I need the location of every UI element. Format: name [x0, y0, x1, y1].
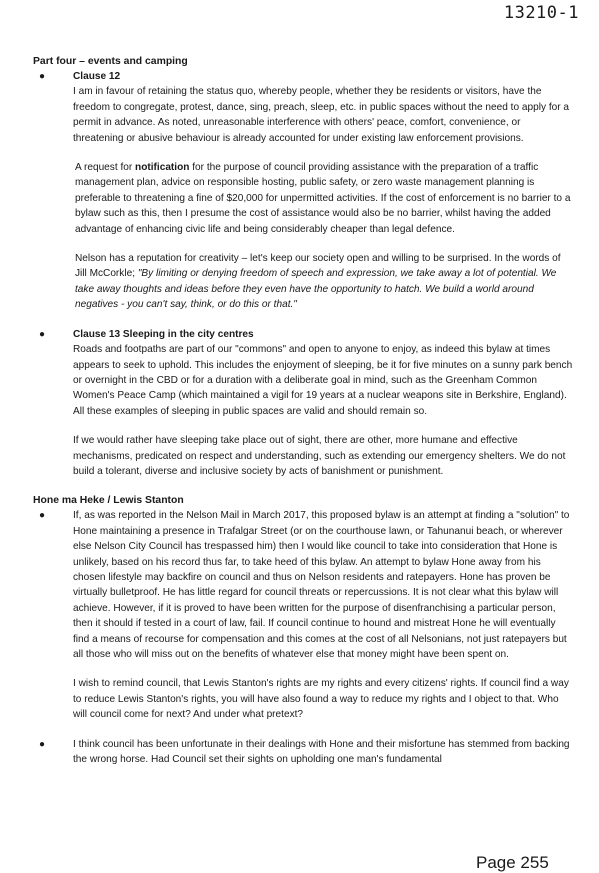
document-number: 13210-1 — [503, 3, 579, 23]
clause-13-paragraph-2: If we would rather have sleeping take place out of sight, there are other, more humane and effective mechanisms, predicated on respect and understanding, such as extending our emergency shelters. We do not build a tolerant, diverse and inclusive society by acts of banishment or punishment. — [73, 435, 566, 477]
clause-12-paragraph-3: Nelson has a reputation for creativity – let's keep our society open and willing to be surprised. In the words of Jill McCorkle; "By limiting or denying freedom of speech and expression, we take away a lot of potential. We take away thoughts and ideas before they even have the opportunity to hatch. We build a world around negatives - you can't say, think, or do this or that." — [75, 253, 561, 311]
clause-13-paragraph-1: Roads and footpaths are part of our "commons" and open to anyone to enjoy, as indeed this bylaw at times appears to seek to uphold. This includes the enjoyment of sleeping, be it for five minutes on a sunny park bench or overnight in the CBD or for a duration with a deliberate goal in mind, such as the Greenham Common Women's Peace Camp (which maintained a vigil for 19 years at a nuclear weapons site in Berkshire, England). All these examples of sleeping in public spaces are valid and should remain so. — [73, 344, 573, 417]
bullet-clause-12 — [33, 69, 573, 146]
clause-12-paragraph-1: I am in favour of retaining the status quo, whereby people, whether they be residents or visitors, have the freedom to congregate, protest, dance, sing, preach, sleep, etc. in public spaces without the need to apply for a permit in advance. As noted, unreasonable interference with others' peace, comfort, convenience, or threatening or abusive behaviour is already accounted for under existing law enforcement provisions. — [73, 86, 570, 144]
page-number: Page 255 — [476, 853, 549, 872]
clause-12-title: Clause 12 — [73, 71, 121, 82]
section-heading-events: Part four – events and camping — [33, 56, 188, 67]
section-heading-hone: Hone ma Heke / Lewis Stanton — [33, 495, 184, 507]
hone-paragraph-1: If, as was reported in the Nelson Mail in March 2017, this proposed bylaw is an attempt at finding a "solution" to Hone maintaining a presence in Trafalgar Street (or on the courthouse lawn, or Tahunanui beach, or wherever else Nelson City Council has trespassed him) then I would like council to take into consideration that Hone is unlikely, based on his record thus far, to take heed of this bylaw. An attempt to bylaw Hone away from his chosen lifestyle may backfire on council and thus on Nelson residents and ratepayers. Hone has proven be virtually bulletproof. He has little regard for council threats or repercussions. It is not clear what this bylaw will achieve. However, if it is proved to have been written for the purpose of disenfranchising a particular person, then it should if tested in a court of law, fail. If council continue to hound and mistreat Hone he will eventually find a means of recourse for compensation and this comes at the cost of all Nelsonians, not just ratepayers but all those who will miss out on the benefits of whatever else that money might have been spent on. — [73, 510, 570, 660]
bullet-clause-13 — [33, 327, 573, 419]
mccorkle-quote: "By limiting or denying freedom of speech and expression, we take away a lot of potential. We take away thoughts and ideas before they even have the opportunity to hatch. We build a world around negatives - you can't say, think, or do this or that." — [75, 268, 557, 311]
bullet-hone-2 — [33, 737, 573, 768]
hone-paragraph-2: I wish to remind council, that Lewis Stanton's rights are my rights and every citizens' rights. If council find a way to reduce Lewis Stanton's rights, you will have also found a way to reduce my rights and I object to that. Who will council come for next? And under what pretext? — [73, 678, 569, 721]
hone-paragraph-3: I think council has been unfortunate in their dealings with Hone and their misfortune has stemmed from backing the wrong horse. Had Council set their sights on upholding one man's fundamental — [73, 738, 570, 766]
bullet-dot-icon: ● — [39, 510, 46, 522]
clause-13-title: Clause 13 Sleeping in the city centres — [73, 328, 254, 340]
notification-bold: notification — [135, 162, 190, 174]
document-body — [33, 54, 573, 767]
bullet-dot-icon: ● — [39, 738, 46, 750]
bullet-dot-icon: ● — [39, 328, 46, 340]
clause-12-paragraph-2: A request for notification for the purpose of council providing assistance with the preparation of a traffic management plan, advice on responsible hosting, public safety, or zero waste management planning is preferable to threatening a fine of $20,000 for unpermitted activities. If the cost of enforcement is no barrier to a bylaw such as this, then I presume the cost of assistance would also be no barrier, whilst having the added advantage of enhancing civic life and being considerably cheaper than legal defence. — [75, 162, 571, 235]
bullet-hone-1 — [33, 508, 573, 662]
bullet-dot-icon: ● — [39, 71, 46, 82]
